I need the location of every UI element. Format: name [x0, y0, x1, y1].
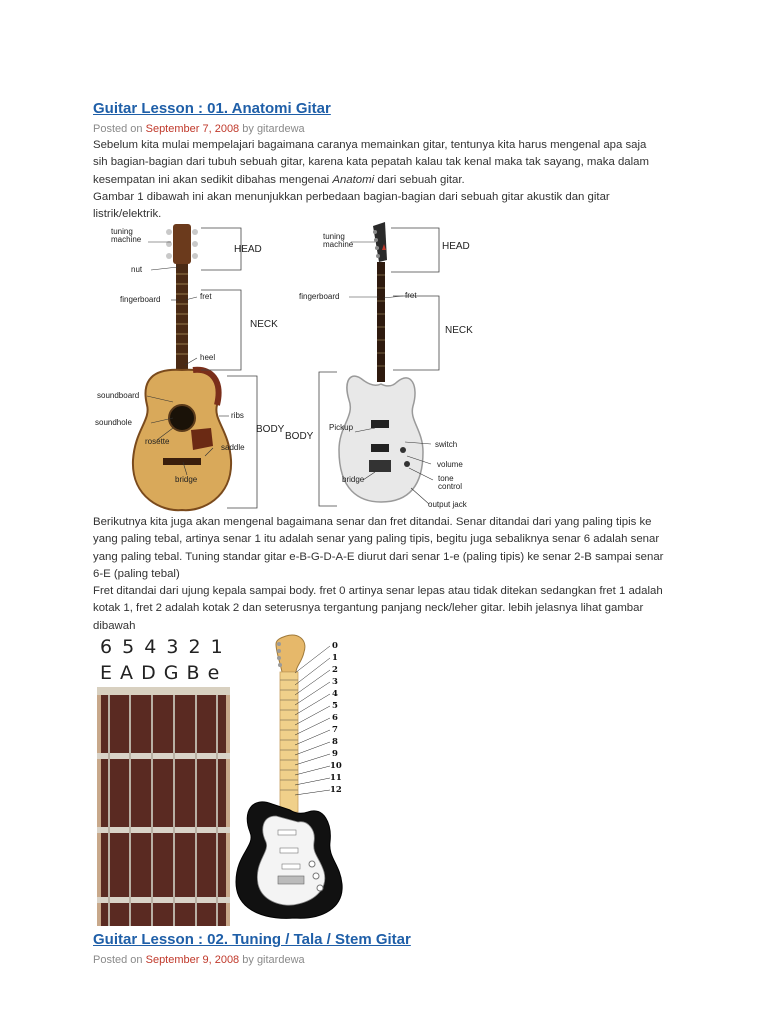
intro-text: dari sebuah gitar.: [374, 173, 465, 186]
label-output-jack: output jack: [428, 500, 467, 509]
fret-number: 3: [332, 677, 338, 687]
fretboard-strings-figure: [97, 636, 230, 926]
label-saddle: saddle: [221, 443, 245, 452]
post-meta-1: [93, 123, 305, 135]
guitar-anatomy-figure: [93, 220, 473, 512]
label-fingerboard-acoustic: fingerboard: [120, 295, 161, 304]
intro-text: kesempatan ini akan sedikit dibahas mengenai: [93, 173, 333, 186]
fret-number: 4: [332, 689, 338, 699]
label-text: tuning: [111, 227, 133, 236]
label-text: control: [438, 482, 463, 491]
fret-number: 12: [330, 785, 342, 795]
label-fret-acoustic: fret: [200, 292, 212, 301]
label-fingerboard-electric: fingerboard: [299, 292, 340, 301]
strings-line: yang paling tebal, artinya senar 1 itu adalah senar yang paling tipis, begitu juga sebaliknya senar 6 adalah senar: [93, 533, 660, 546]
label-tuning-machine-electric: [323, 233, 353, 249]
fret-number: 2: [332, 665, 338, 675]
fret-numbers-figure: [232, 632, 350, 922]
fret-number: 6: [332, 713, 338, 723]
label-neck-acoustic: NECK: [250, 319, 278, 330]
intro-line: sih bagian-bagian dari tubuh sebuah gitar, karena kata pepatah kalau tak kenal maka tak sayang, maka dalam: [93, 156, 649, 169]
intro-line: Gambar 1 dibawah ini akan menunjukkan perbedaan bagian-bagian dari sebuah gitar akustik dan gitar: [93, 190, 610, 203]
author-link[interactable]: gitardewa: [256, 954, 305, 966]
label-tuning-machine-acoustic: [111, 228, 141, 244]
intro-emphasis: Anatomi: [332, 173, 375, 186]
label-soundboard: soundboard: [97, 391, 140, 400]
fret-number: 10: [330, 761, 342, 771]
strings-paragraph: [93, 514, 673, 635]
strings-line: Fret ditandai dari ujung kepala sampai body. fret 0 artinya senar lepas atau tidak ditekan sedangkan fret 1 adalah: [93, 585, 663, 598]
label-ribs: ribs: [231, 411, 244, 420]
fret-number: 1: [332, 653, 338, 663]
strings-line: dibawah: [93, 619, 136, 632]
intro-line: Sebelum kita mulai mempelajari bagaimana caranya memainkan gitar, tentunya kita harus mengenal apa saja: [93, 139, 647, 151]
label-text: tone: [438, 474, 454, 483]
fret-number: 7: [332, 725, 338, 735]
label-nut: nut: [131, 265, 143, 274]
label-body-acoustic: BODY: [256, 424, 285, 435]
strings-line: yang paling tebal. Tuning standar gitar e-B-G-D-A-E diurut dari senar 1-e (paling tipis) ke senar 2-B sampai senar: [93, 550, 664, 563]
strings-line: kotak 1, fret 2 adalah kotak 2 dan seterusnya tergantung panjang neck/leher gitar. lebih jelasnya lihat gambar: [93, 602, 644, 615]
label-rosette: rosette: [145, 437, 170, 446]
post-date-link[interactable]: September 7, 2008: [145, 123, 240, 135]
label-switch: switch: [435, 440, 458, 449]
label-head-acoustic: HEAD: [234, 244, 262, 255]
posted-on-label: Posted on: [93, 954, 143, 966]
label-fret-electric: fret: [405, 291, 417, 300]
string-numbers: 6 5 4 3 2 1: [100, 636, 223, 658]
fretboard-closeup: [97, 687, 230, 926]
intro-paragraph: [93, 137, 673, 223]
fret-number: 0: [332, 641, 338, 651]
label-head-electric: HEAD: [442, 241, 470, 252]
intro-line: listrik/elektrik.: [93, 208, 162, 221]
string-names: E A D G B e: [100, 662, 220, 684]
label-text: machine: [323, 240, 354, 249]
label-tone-control: [438, 475, 462, 491]
fret-number: 11: [330, 773, 342, 783]
label-bridge-acoustic: bridge: [175, 475, 198, 484]
label-text: tuning: [323, 232, 345, 241]
label-heel: heel: [200, 353, 216, 362]
fret-number: 8: [332, 737, 338, 747]
intro-line: [93, 172, 673, 189]
fret-number: 9: [332, 749, 338, 759]
post-title-1[interactable]: Guitar Lesson : 01. Anatomi Gitar: [93, 100, 331, 117]
label-soundhole: soundhole: [95, 418, 132, 427]
label-volume: volume: [437, 460, 463, 469]
label-neck-electric: NECK: [445, 325, 473, 336]
by-label: by: [242, 123, 254, 135]
post-title-2[interactable]: Guitar Lesson : 02. Tuning / Tala / Stem Gitar: [93, 931, 411, 948]
posted-on-label: Posted on: [93, 123, 143, 135]
label-pickup: Pickup: [329, 423, 354, 432]
label-body-electric: BODY: [285, 431, 314, 442]
strings-line: Berikutnya kita juga akan mengenal bagaimana senar dan fret ditandai. Senar ditandai dari yang paling tipis ke: [93, 516, 652, 528]
post-meta-2: [93, 954, 305, 966]
guitar-anatomy-illustration: [93, 220, 473, 512]
strings-line: 6-E (paling tebal): [93, 567, 180, 580]
by-label: by: [242, 954, 254, 966]
label-bridge-electric: bridge: [342, 475, 365, 484]
author-link[interactable]: gitardewa: [256, 123, 305, 135]
fret-number: 5: [332, 701, 338, 711]
label-text: machine: [111, 235, 142, 244]
post-date-link[interactable]: September 9, 2008: [145, 954, 240, 966]
